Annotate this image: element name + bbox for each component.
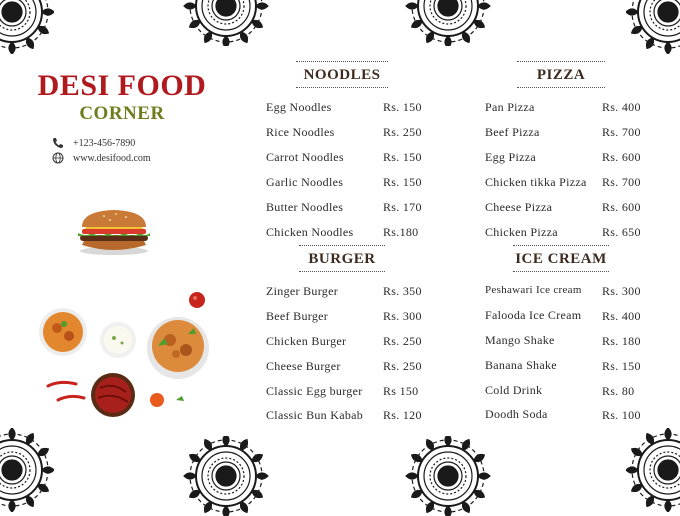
menu-item-name: Garlic Noodles bbox=[266, 175, 344, 189]
mandala-decoration-top-center-right bbox=[400, 0, 496, 46]
menu-item-price: Rs.180 bbox=[383, 225, 419, 239]
menu-item-name: Egg Pizza bbox=[485, 150, 537, 164]
menu-item-price: Rs. 250 bbox=[383, 125, 422, 139]
menu-item-name: Zinger Burger bbox=[266, 284, 338, 298]
menu-item-name: Butter Noodles bbox=[266, 200, 344, 214]
menu-item-price: Rs. 180 bbox=[602, 334, 641, 348]
menu-item-price: Rs. 600 bbox=[602, 150, 641, 164]
section-title-noodles: NOODLES bbox=[296, 61, 388, 88]
menu-item-name: Egg Noodles bbox=[266, 100, 332, 114]
menu-item-name: Doodh Soda bbox=[485, 407, 548, 421]
menu-item-price: Rs. 100 bbox=[602, 408, 641, 422]
menu-item-price: Rs. 120 bbox=[383, 408, 422, 422]
menu-item-name: Chicken Pizza bbox=[485, 225, 558, 239]
contact-phone bbox=[52, 137, 135, 149]
burger-image bbox=[76, 207, 152, 255]
menu-item-price: Rs. 700 bbox=[602, 175, 641, 189]
menu-item-name: Cold Drink bbox=[485, 383, 543, 397]
menu-item-name: Banana Shake bbox=[485, 358, 557, 372]
brand-subtitle: CORNER bbox=[79, 103, 165, 124]
menu-item-name: Cheese Pizza bbox=[485, 200, 553, 214]
section-title-burger: BURGER bbox=[299, 245, 385, 272]
menu-item-price: Rs. 600 bbox=[602, 200, 641, 214]
menu-item-price: Rs. 700 bbox=[602, 125, 641, 139]
food-plates-image bbox=[36, 288, 216, 422]
menu-item-name: Rice Noodles bbox=[266, 125, 335, 139]
menu-item-price: Rs. 350 bbox=[383, 284, 422, 298]
menu-item-name: Cheese Burger bbox=[266, 359, 341, 373]
menu-item-name: Classic Bun Kabab bbox=[266, 408, 364, 422]
globe-icon bbox=[52, 152, 64, 164]
menu-item-price: Rs. 650 bbox=[602, 225, 641, 239]
phone-icon bbox=[52, 137, 64, 149]
mandala-decoration-bottom-center-right bbox=[400, 436, 496, 516]
menu-item-name: Chicken tikka Pizza bbox=[485, 175, 587, 189]
menu-item-price: Rs. 400 bbox=[602, 100, 641, 114]
mandala-decoration-top-center-left bbox=[178, 0, 274, 46]
brand-title: DESI FOOD bbox=[37, 69, 207, 102]
menu-item-name: Chicken Noodles bbox=[266, 225, 354, 239]
menu-item-name: Pan Pizza bbox=[485, 100, 535, 114]
menu-item-price: Rs. 250 bbox=[383, 359, 422, 373]
section-title-ice-cream: ICE CREAM bbox=[513, 245, 609, 272]
menu-item-name: Mango Shake bbox=[485, 333, 555, 347]
menu-item-price: Rs. 300 bbox=[383, 309, 422, 323]
menu-item-price: Rs. 80 bbox=[602, 384, 635, 398]
menu-item-name: Falooda Ice Cream bbox=[485, 308, 582, 322]
menu-item-price: Rs. 170 bbox=[383, 200, 422, 214]
website-text: www.desifood.com bbox=[73, 152, 151, 164]
menu-item-name: Peshawari Ice cream bbox=[485, 284, 582, 296]
menu-item-price: Rs. 150 bbox=[383, 150, 422, 164]
menu-item-name: Carrot Noodles bbox=[266, 150, 344, 164]
mandala-decoration-top-right bbox=[626, 0, 680, 54]
menu-item-price: Rs. 150 bbox=[383, 100, 422, 114]
menu-item-name: Beef Burger bbox=[266, 309, 329, 323]
mandala-decoration-bottom-center-left bbox=[178, 436, 274, 516]
mandala-decoration-top-left bbox=[0, 0, 54, 54]
menu-item-name: Classic Egg burger bbox=[266, 384, 363, 398]
menu-item-price: Rs. 300 bbox=[602, 284, 641, 298]
menu-item-price: Rs 150 bbox=[383, 384, 419, 398]
menu-item-price: Rs. 400 bbox=[602, 309, 641, 323]
mandala-decoration-bottom-left bbox=[0, 428, 54, 512]
brand-block bbox=[26, 70, 218, 125]
menu-item-price: Rs. 150 bbox=[383, 175, 422, 189]
contact-website bbox=[52, 152, 151, 164]
menu-item-name: Beef Pizza bbox=[485, 125, 540, 139]
menu-item-price: Rs. 150 bbox=[602, 359, 641, 373]
menu-item-price: Rs. 250 bbox=[383, 334, 422, 348]
phone-text: +123-456-7890 bbox=[73, 137, 136, 149]
section-title-pizza: PIZZA bbox=[517, 61, 605, 88]
mandala-decoration-bottom-right bbox=[626, 428, 680, 512]
menu-item-name: Chicken Burger bbox=[266, 334, 347, 348]
